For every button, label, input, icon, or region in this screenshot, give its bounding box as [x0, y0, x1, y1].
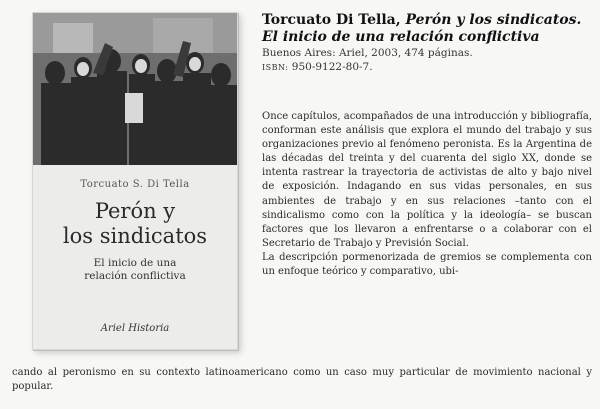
review-body — [262, 110, 592, 279]
cover-title — [33, 199, 237, 249]
cover-subtitle-line2: relación conflictiva — [84, 270, 186, 282]
book-title-part1: Perón y los sindicatos. — [405, 12, 582, 28]
crowd-photo-image — [33, 13, 237, 165]
cover-publisher: Ariel Historia — [100, 323, 170, 334]
cover-title-line1: Perón y — [94, 199, 176, 223]
cover-author: Torcuato S. Di Tella — [80, 179, 190, 190]
cover-title-line2: los sindicatos — [62, 224, 208, 248]
book-title — [262, 12, 592, 46]
review-paragraph-2-end: cando al peronismo en su contexto latinoamericano como un caso muy particular de movimiento nacional y popular. — [12, 367, 592, 393]
isbn-label: ISBN: — [262, 63, 289, 72]
isbn-value: 950-9122-80-7. — [291, 61, 373, 73]
review-paragraph-2-start: La descripción pormenorizada de gremios se complementa con un enfoque teórico y comparativo, ubi- — [262, 251, 592, 278]
isbn-line — [262, 60, 592, 75]
review-paragraph-1: Once capítulos, acompañados de una introducción y bibliografía, conforman este análisis que explora el mundo del trabajo y sus organizaciones previo al fenómeno peronista. Es la Argentina de las décadas del treinta y del cuarenta del siglo XX, donde se intenta rastrear la trayectoria de activistas de alto y bajo nivel de exposición. Indagando en sus vidas personales, en sus ambientes de trabajo y en sus relaciones –tanto con el sindicalismo como con la política y la ideología– se buscan factores que los llevaron a enfrentarse o a colaborar con el Secretario de Trabajo y Previsión Social. — [262, 111, 592, 249]
book-header — [262, 12, 592, 75]
book-cover — [32, 12, 238, 350]
publication-info: Buenos Aires: Ariel, 2003, 474 páginas. — [262, 47, 473, 59]
cover-subtitle — [33, 257, 237, 283]
cover-subtitle-line1: El inicio de una — [93, 257, 177, 269]
book-author: Torcuato Di Tella, — [262, 12, 401, 28]
book-title-part2: El inicio de una relación conflictiva — [262, 29, 540, 45]
cover-photo — [33, 13, 237, 165]
